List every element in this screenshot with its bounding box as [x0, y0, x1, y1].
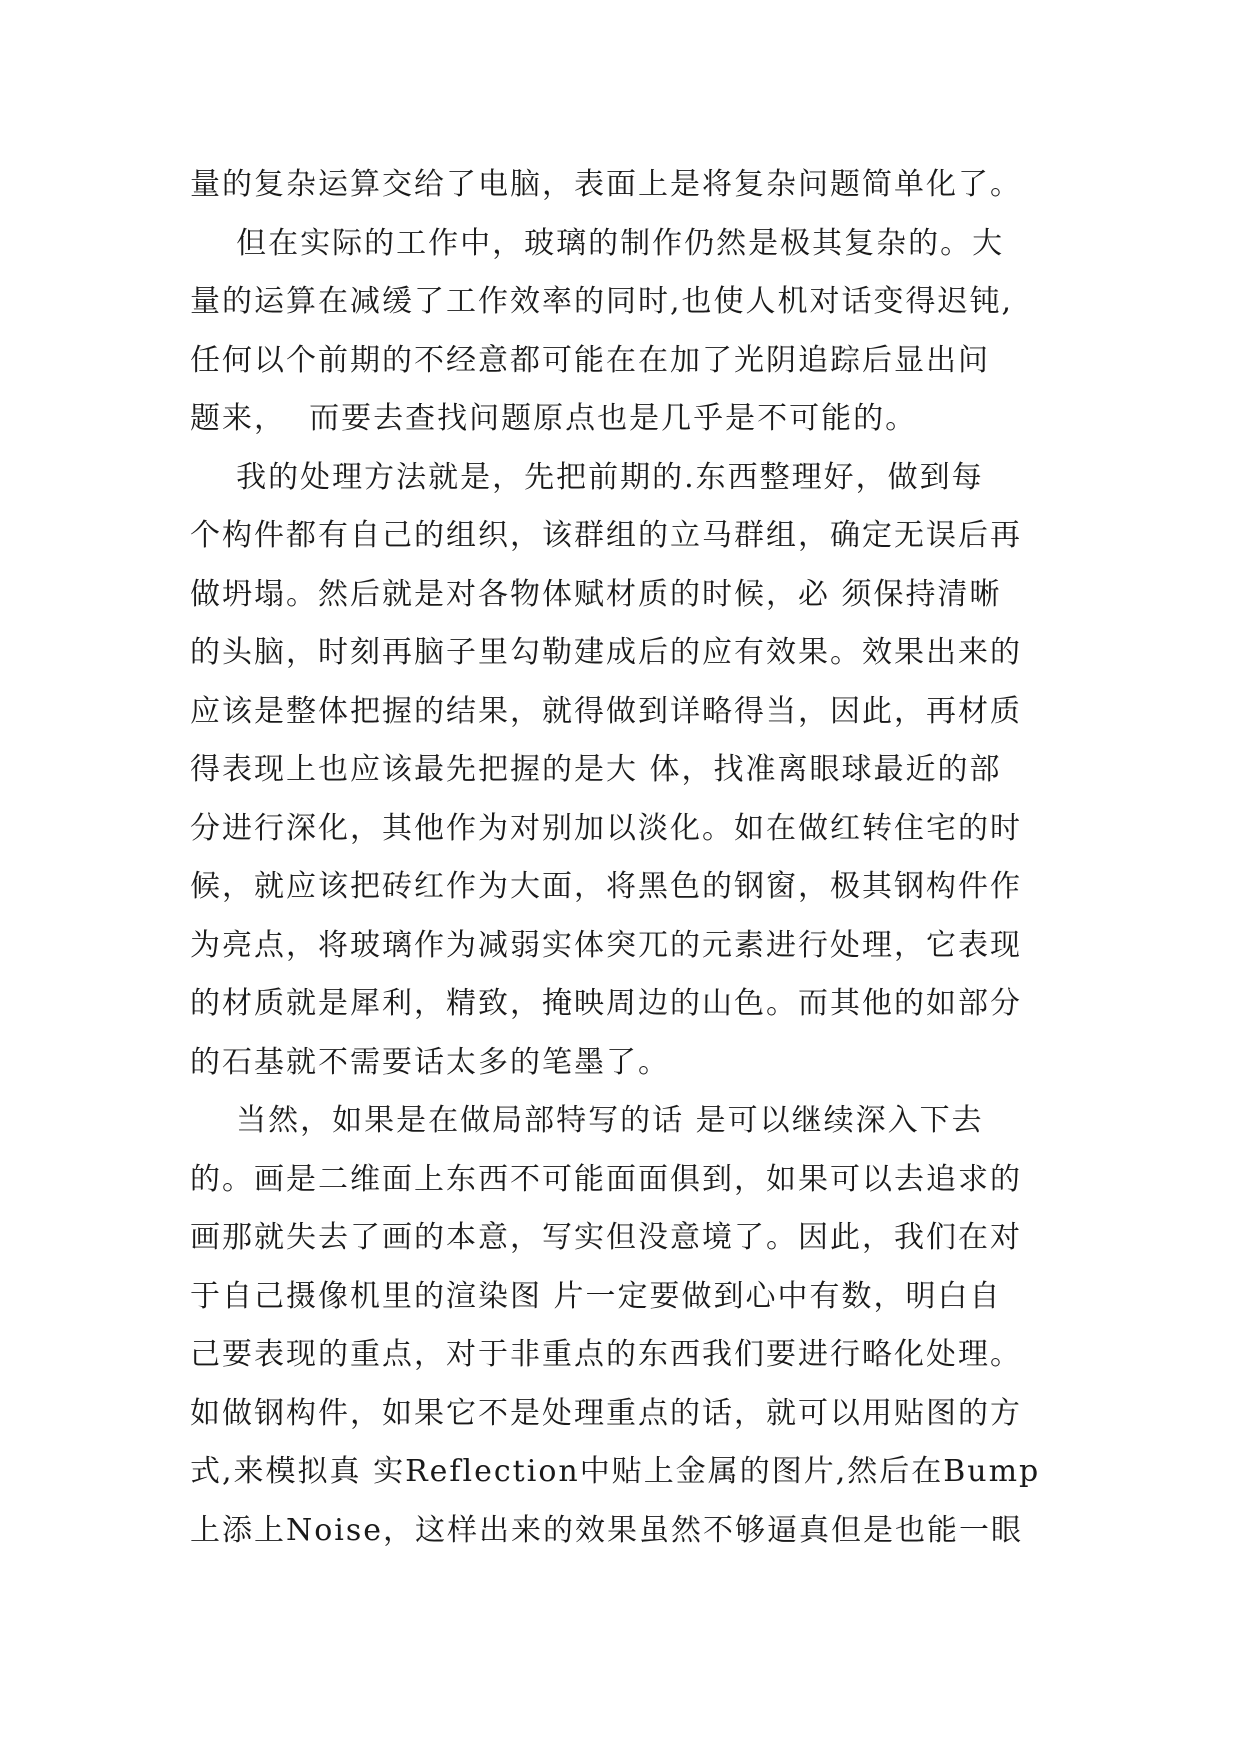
body-text: [190, 156, 1090, 1560]
text-line: 量的复杂运算交给了电脑，表面上是将复杂问题简单化了。: [190, 167, 1022, 202]
text-line: 如做钢构件，如果它不是处理重点的话，就可以用贴图的方: [190, 1395, 1022, 1431]
text-line: 做坍塌。然后就是对各物体赋材质的时候，必 须保持清晰: [190, 576, 1002, 612]
text-line: 个构件都有自己的组织，该群组的立马群组，确定无误后再: [190, 518, 1022, 553]
text-line: 分进行深化，其他作为对别加以淡化。如在做红转住宅的时: [190, 810, 1022, 846]
text-line: 得表现上也应该最先把握的是大 体，找准离眼球最近的部: [190, 752, 1002, 787]
text-line: 量的运算在减缓了工作效率的同时,也使人机对话变得迟钝,: [190, 284, 1014, 319]
text-line: 式,来模拟真 实Reflection中贴上金属的图片,然后在Bump: [190, 1454, 1041, 1489]
text-line: 我的处理方法就是，先把前期的.东西整理好，做到每: [190, 459, 984, 495]
text-line: 题来， 而要去查找问题原点也是几乎是不可能的。: [190, 401, 918, 436]
text-line: 候，就应该把砖红作为大面，将黑色的钢窗，极其钢构件作: [190, 869, 1022, 904]
text-line: 的石基就不需要话太多的笔墨了。: [190, 1044, 670, 1080]
text-line: 的头脑，时刻再脑子里勾勒建成后的应有效果。效果出来的: [190, 635, 1022, 670]
text-line: 于自己摄像机里的渲染图 片一定要做到心中有数，明白自: [190, 1278, 1002, 1314]
text-line: 任何以个前期的不经意都可能在在加了光阴追踪后显出问: [190, 342, 990, 378]
text-line: 画那就失去了画的本意，写实但没意境了。因此，我们在对: [190, 1220, 1022, 1255]
text-line: 的。画是二维面上东西不可能面面俱到，如果可以去追求的: [190, 1161, 1022, 1197]
text-line: 但在实际的工作中，玻璃的制作仍然是极其复杂的。大: [190, 225, 1005, 261]
text-line: 的材质就是犀利，精致，掩映周边的山色。而其他的如部分: [190, 986, 1022, 1021]
text-line: 上添上Noise，这样出来的效果虽然不够逼真但是也能一眼: [190, 1512, 1024, 1548]
text-line: 应该是整体把握的结果，就得做到详略得当，因此，再材质: [190, 693, 1022, 729]
text-line: 为亮点，将玻璃作为减弱实体突兀的元素进行处理，它表现: [190, 927, 1022, 963]
text-line: 当然，如果是在做局部特写的话 是可以继续深入下去: [190, 1103, 984, 1138]
text-line: 己要表现的重点，对于非重点的东西我们要进行略化处理。: [190, 1337, 1022, 1372]
